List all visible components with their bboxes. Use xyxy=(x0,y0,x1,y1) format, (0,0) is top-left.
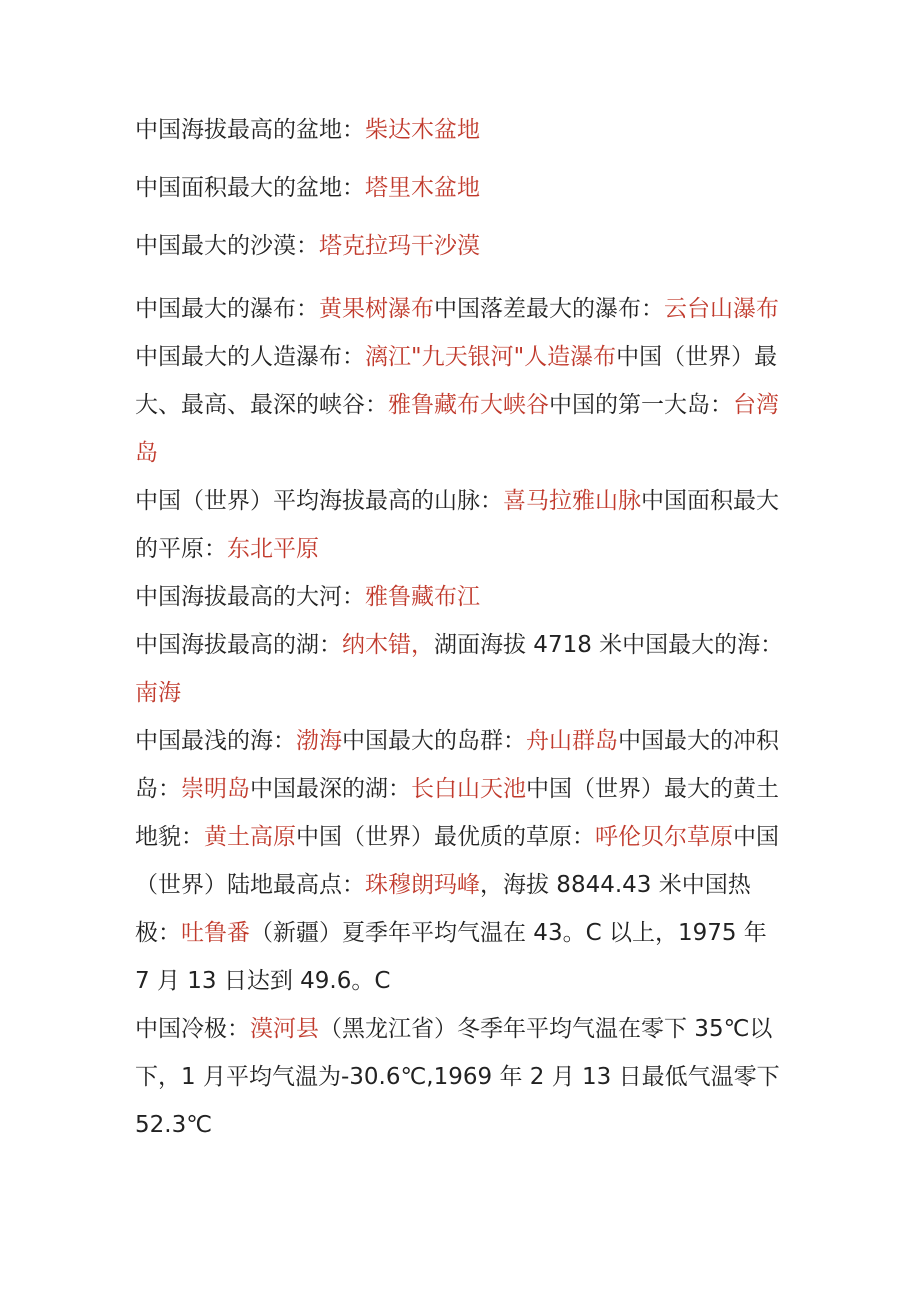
fact-label: 中国面积最大的平原： xyxy=(135,488,779,562)
fact-line-basin-largest xyxy=(135,164,795,212)
fact-answer: 舟山群岛 xyxy=(526,728,618,754)
fact-label: 中国海拔最高的盆地： xyxy=(135,117,365,143)
fact-answer: 云台山瀑布 xyxy=(664,296,779,322)
fact-paragraph xyxy=(135,1005,785,1149)
fact-label: 湖面海拔 4718 米中国最大的海： xyxy=(434,632,784,658)
fact-label: 中国最大的人造瀑布： xyxy=(135,344,365,370)
fact-label: 中国（世界）最大的黄土地貌： xyxy=(135,776,779,850)
fact-paragraph xyxy=(135,621,785,717)
fact-answer: 塔里木盆地 xyxy=(365,175,480,201)
fact-label: 中国最大的冲积岛： xyxy=(135,728,779,802)
fact-answer: 柴达木盆地 xyxy=(365,117,480,143)
fact-label: 中国最大的岛群： xyxy=(342,728,526,754)
fact-answer: 黄土高原 xyxy=(204,824,296,850)
fact-answer: 漓江"九天银河"人造瀑布 xyxy=(365,344,617,370)
fact-label: 中国最大的沙漠： xyxy=(135,233,319,259)
fact-line-basin-highest xyxy=(135,106,795,154)
fact-label: 中国落差最大的瀑布： xyxy=(434,296,664,322)
fact-label: 中国最深的湖： xyxy=(250,776,411,802)
fact-label: 中国面积最大的盆地： xyxy=(135,175,365,201)
fact-label: 中国最大的瀑布： xyxy=(135,296,319,322)
fact-answer: 崇明岛 xyxy=(181,776,250,802)
fact-answer: 台湾岛 xyxy=(135,392,779,466)
fact-answer: 呼伦贝尔草原 xyxy=(595,824,733,850)
fact-label: 中国的第一大岛： xyxy=(549,392,733,418)
fact-answer: 塔克拉玛干沙漠 xyxy=(319,233,480,259)
fact-label: ，海拔 8844.43 米中国热极： xyxy=(135,872,751,946)
fact-paragraph xyxy=(135,573,785,621)
fact-label: 中国（世界）最优质的草原： xyxy=(296,824,595,850)
fact-answer: 吐鲁番 xyxy=(181,920,250,946)
fact-answer: 南海 xyxy=(135,680,181,706)
fact-answer: 渤海 xyxy=(296,728,342,754)
fact-answer: 东北平原 xyxy=(227,536,319,562)
fact-paragraph xyxy=(135,285,785,477)
fact-label: 中国（世界）最大、最高、最深的峡谷： xyxy=(135,344,778,418)
fact-answer: 漠河县 xyxy=(250,1016,319,1042)
fact-answer: 喜马拉雅山脉 xyxy=(503,488,641,514)
facts-body xyxy=(135,285,785,1149)
fact-label: 中国冷极： xyxy=(135,1016,250,1042)
fact-answer: 雅鲁藏布江 xyxy=(365,584,480,610)
fact-paragraph xyxy=(135,477,785,573)
fact-answer: 黄果树瀑布 xyxy=(319,296,434,322)
fact-label: 中国海拔最高的大河： xyxy=(135,584,365,610)
fact-label: （新疆）夏季年平均气温在 43。C 以上，1975 年 7 月 13 日达到 49.6。C xyxy=(135,920,767,994)
fact-label: （黑龙江省）冬季年平均气温在零下 35℃以下，1 月平均气温为-30.6℃,1969 年 2 月 13 日最低气温零下 52.3℃ xyxy=(135,1016,780,1138)
fact-answer: 雅鲁藏布大峡谷 xyxy=(388,392,549,418)
fact-answer: 珠穆朗玛峰 xyxy=(365,872,480,898)
fact-label: 中国（世界）陆地最高点： xyxy=(135,824,779,898)
fact-label: 中国海拔最高的湖： xyxy=(135,632,342,658)
fact-answer: 长白山天池 xyxy=(411,776,526,802)
fact-line-desert-largest xyxy=(135,222,795,270)
fact-answer: 纳木错， xyxy=(342,632,434,658)
fact-label: 中国最浅的海： xyxy=(135,728,296,754)
fact-label: 中国（世界）平均海拔最高的山脉： xyxy=(135,488,503,514)
fact-paragraph xyxy=(135,717,785,1005)
